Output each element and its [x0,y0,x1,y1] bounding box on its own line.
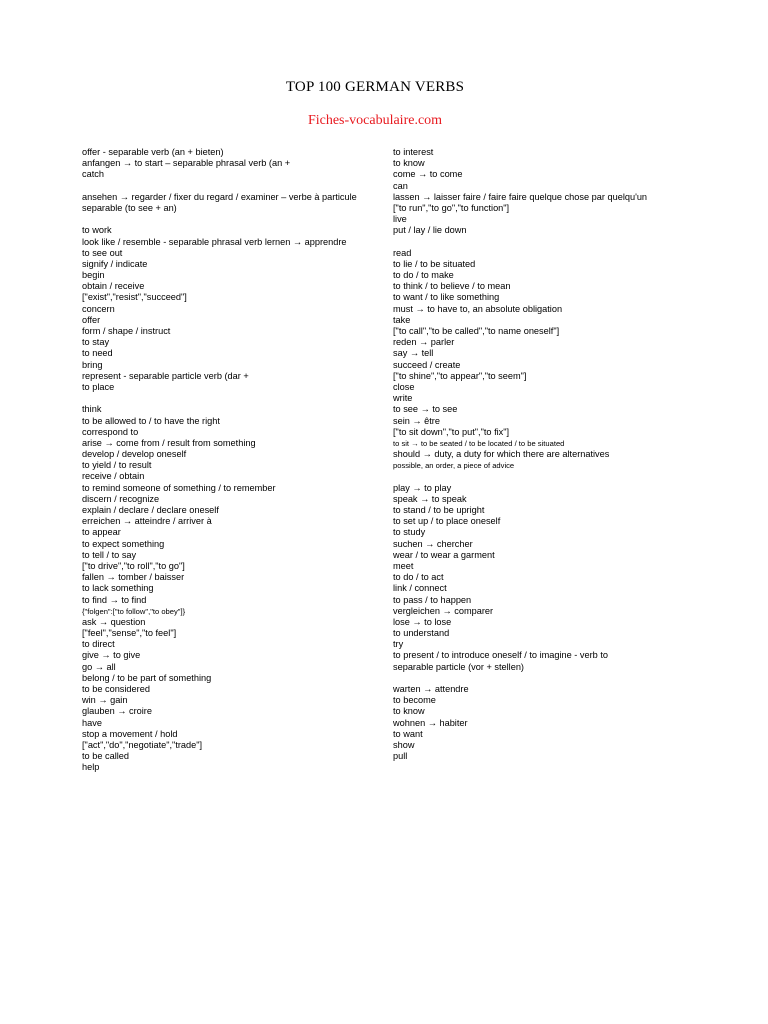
list-gap [393,673,647,684]
list-gap [82,214,357,225]
list-item: come → to come [393,169,463,180]
list-item: ["feel","sense","to feel"] [82,628,177,639]
list-item: play → to play [393,482,452,493]
list-item: to be considered [82,684,150,694]
list-item: link / connect [393,583,447,594]
list-item: ["to run","to go","to function"] [393,202,510,213]
list-item: go → all [82,661,116,672]
list-item: to know [393,158,425,169]
list-item: show [393,739,415,750]
list-gap [82,393,357,404]
list-item: to stand / to be upright [393,505,485,515]
list-item: fallen → tomber / baisser [82,572,185,583]
list-gap [393,237,647,248]
list-item: to sit → to be seated / to be located / to be situated [393,438,565,448]
list-item: correspond to [82,426,139,437]
list-item: put / lay / lie down [393,225,467,236]
list-item: to do / to act [393,572,444,583]
list-item: pull [393,751,408,762]
list-item: arise → come from / result from something [82,437,256,448]
list-item: to set up / to place oneself [393,516,501,527]
list-item: can [393,180,408,191]
list-item: obtain / receive [82,281,145,292]
list-item: offer - separable verb (an + bieten) [82,147,224,157]
list-item: stop a movement / hold [82,728,178,739]
list-item: ["to sit down","to put","to fix"] [393,426,510,437]
list-item: to expect something [82,538,165,549]
list-item: reden → parler [393,337,455,348]
list-item: separable particle (vor + stellen) [393,661,524,672]
list-item: suchen → chercher [393,538,473,549]
list-item: ["to drive","to roll","to go"] [82,560,185,571]
list-item: succeed / create [393,359,461,370]
list-item: read [393,247,412,258]
list-item: vergleichen → comparer [393,605,494,616]
list-item: to study [393,527,426,538]
list-item: think [82,404,102,415]
list-item: explain / declare / declare oneself [82,505,219,515]
right-column [393,147,647,762]
list-item: close [393,381,415,392]
list-item: bring [82,359,103,370]
list-item: form / shape / instruct [82,326,171,336]
list-item: ["to call","to be called","to name oneself"] [393,326,560,336]
list-item: should → duty, a duty for which there are alternatives [393,449,610,460]
list-item: to pass / to happen [393,594,472,605]
list-item: to direct [82,639,115,650]
list-item: have [82,717,102,728]
list-item: wear / to wear a garment [393,549,495,560]
list-item: ask → question [82,616,146,627]
list-item: glauben → croire [82,706,152,717]
site-name: Fiches-vocabulaire.com [307,113,443,128]
list-item: to stay [82,337,110,348]
list-item: catch [82,169,104,180]
list-item: to want / to like something [393,292,500,303]
list-item: ["to shine","to appear","to seem"] [393,370,527,381]
list-item: look like / resemble - separable phrasal verb lernen → apprendre [82,236,347,247]
list-item: help [82,762,100,773]
list-item: sein → être [393,415,440,426]
list-item: ["act","do","negotiate","trade"] [82,739,203,750]
list-item: ansehen → regarder / fixer du regard / examiner – verbe à particule [82,191,357,202]
list-item: to yield / to result [82,460,152,471]
list-item: to remind someone of something / to remember [82,482,276,493]
list-item: say → tell [393,348,434,359]
list-item: win → gain [82,695,128,706]
list-item: receive / obtain [82,471,145,482]
list-item: write [393,393,413,404]
list-item: separable (to see + an) [82,202,177,213]
list-item: to interest [393,147,434,157]
list-item: lose → to lose [393,616,452,627]
list-item: offer [82,314,101,325]
list-item: develop / develop oneself [82,449,187,460]
list-item: possible, an order, a piece of advice [393,461,515,471]
list-item: take [393,314,411,325]
list-item: anfangen → to start – separable phrasal verb (an + [82,158,291,169]
list-item: meet [393,560,414,571]
list-item: lassen → laisser faire / faire faire quelque chose par quelqu'un [393,191,648,202]
list-item: to see out [82,247,123,258]
list-gap [82,181,357,192]
list-item: to tell / to say [82,549,137,560]
list-item: to work [82,225,112,236]
list-item: try [393,639,404,650]
list-item: wohnen → habiter [393,717,468,728]
list-item: to lack something [82,583,154,594]
list-item: discern / recognize [82,493,160,504]
list-item: must → to have to, an absolute obligation [393,303,563,314]
list-item: to do / to make [393,270,454,281]
list-gap [393,471,647,482]
list-item: to find → to find [82,594,147,605]
list-item: to understand [393,628,450,639]
list-item: to present / to introduce oneself / to imagine - verb to [393,650,609,661]
list-item: begin [82,270,105,281]
list-item: to need [82,348,113,359]
list-item: erreichen → atteindre / arriver à [82,516,212,527]
list-item: to want [393,728,423,739]
list-item: speak → to speak [393,493,467,504]
list-item: to think / to believe / to mean [393,281,511,292]
list-item: to place [82,381,115,392]
list-item: belong / to be part of something [82,672,212,683]
list-item: concern [82,303,115,314]
list-item: to be called [82,751,129,762]
list-item: to know [393,706,425,717]
list-item: to lie / to be situated [393,258,476,269]
list-item: signify / indicate [82,258,148,269]
list-item: to see → to see [393,404,458,415]
page-title: TOP 100 GERMAN VERBS [285,79,465,95]
list-item: to appear [82,527,121,538]
list-item: ["exist","resist","succeed"] [82,292,187,303]
list-item: live [393,214,407,225]
list-item: warten → attendre [393,684,469,694]
list-item: {"folgen":["to follow","to obey"]} [82,606,186,616]
list-item: represent - separable particle verb (dar + [82,370,249,381]
left-column [82,147,357,774]
list-item: to become [393,695,436,706]
list-item: to be allowed to / to have the right [82,415,220,426]
list-item: give → to give [82,650,141,661]
